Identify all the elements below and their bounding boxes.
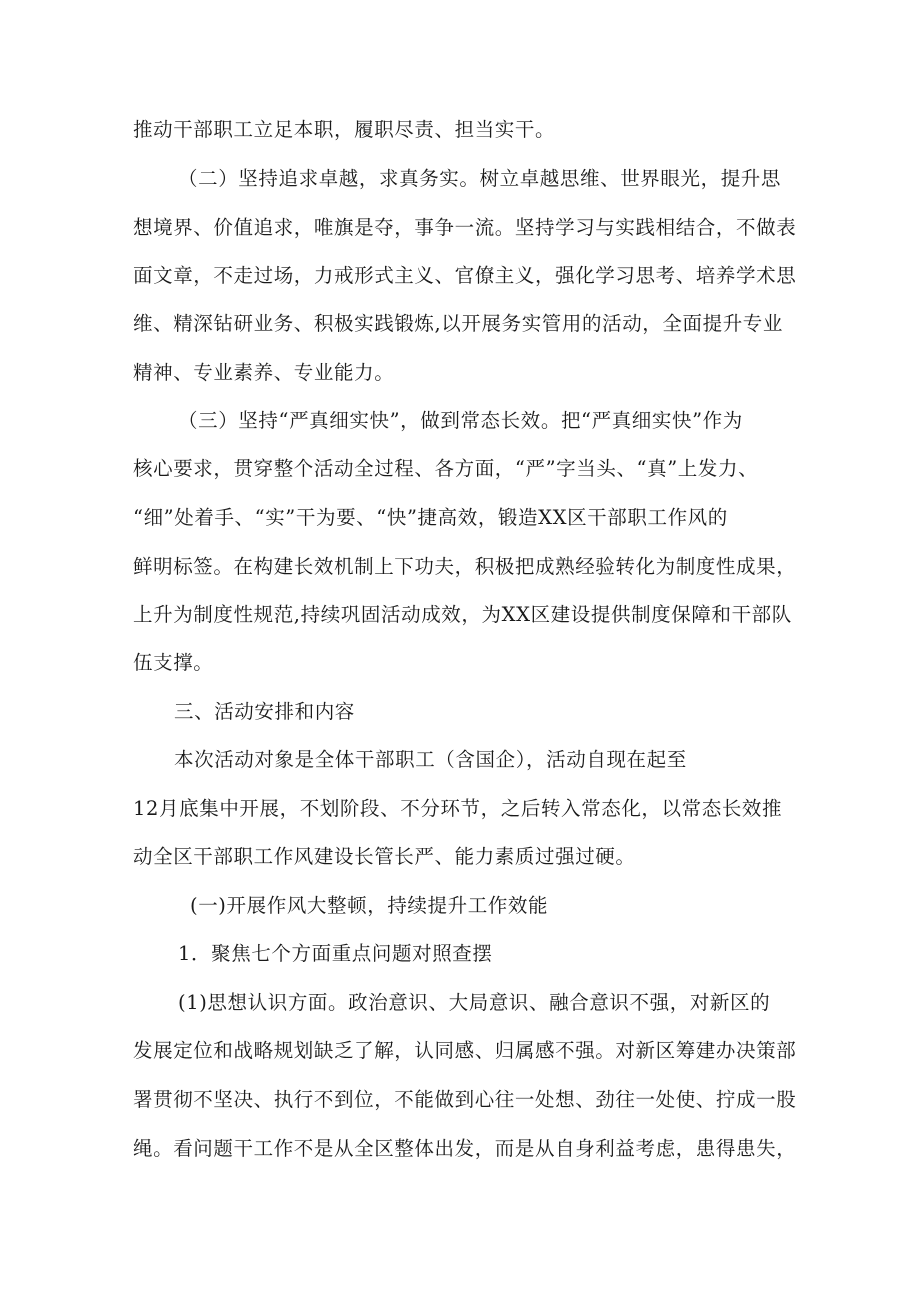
paragraph-line: 绳。看问题干工作不是从全区整体出发，而是从自身利益考虑，患得患失， — [133, 1137, 797, 1160]
paragraph-line: 面文章，不走过场，力戒形式主义、官僚主义，强化学习思考、培养学术思 — [133, 264, 797, 287]
item-heading: 1．聚焦七个方面重点问题对照查摆 — [178, 942, 493, 965]
paragraph-line: 署贯彻不坚决、执行不到位，不能做到心往一处想、劲往一处使、拧成一股 — [133, 1088, 797, 1111]
paragraph-line: 上升为制度性规范,持续巩固活动成效，为XX区建设提供制度保障和干部队 — [133, 603, 792, 626]
paragraph-line: 维、精深钻研业务、积极实践锻炼,以开展务实管用的活动，全面提升专业 — [133, 312, 783, 335]
paragraph-line: “细”处着手、“实”干为要、“快”捷高效，锻造XX区干部职工作风的 — [133, 506, 728, 529]
paragraph-line: （三）坚持“严真细实快”，做到常态长效。把“严真细实快”作为 — [178, 409, 743, 432]
paragraph-line: 想境界、价值追求，唯旗是夺，事争一流。坚持学习与实践相结合，不做表 — [133, 216, 797, 239]
paragraph-line: 核心要求，贯穿整个活动全过程、各方面，“严”字当头、“真”上发力、 — [133, 457, 759, 480]
paragraph-line: 发展定位和战略规划缺乏了解，认同感、归属感不强。对新区筹建办决策部 — [133, 1039, 797, 1062]
paragraph-line: （二）坚持追求卓越，求真务实。树立卓越思维、世界眼光，提升思 — [178, 167, 782, 190]
subsection-heading: (一)开展作风大整顿，持续提升工作效能 — [190, 894, 549, 917]
paragraph-line: (1)思想认识方面。政治意识、大局意识、融合意识不强，对新区的 — [178, 991, 771, 1014]
paragraph-line: 推动干部职工立足本职，履职尽责、担当实干。 — [133, 118, 556, 141]
paragraph-line: 动全区干部职工作风建设长管长严、能力素质过强过硬。 — [133, 845, 636, 868]
paragraph-line: 鲜明标签。在构建长效机制上下功夫，积极把成熟经验转化为制度性成果， — [133, 555, 797, 578]
paragraph-line: 伍支撑。 — [133, 651, 214, 674]
section-heading: 三、活动安排和内容 — [174, 700, 355, 723]
paragraph-line: 本次活动对象是全体干部职工（含国企），活动自现在起至 — [174, 748, 687, 771]
paragraph-line: 精神、专业素养、专业能力。 — [133, 361, 395, 384]
paragraph-line: 12月底集中开展，不划阶段、不分环节，之后转入常态化，以常态长效推 — [133, 797, 783, 820]
